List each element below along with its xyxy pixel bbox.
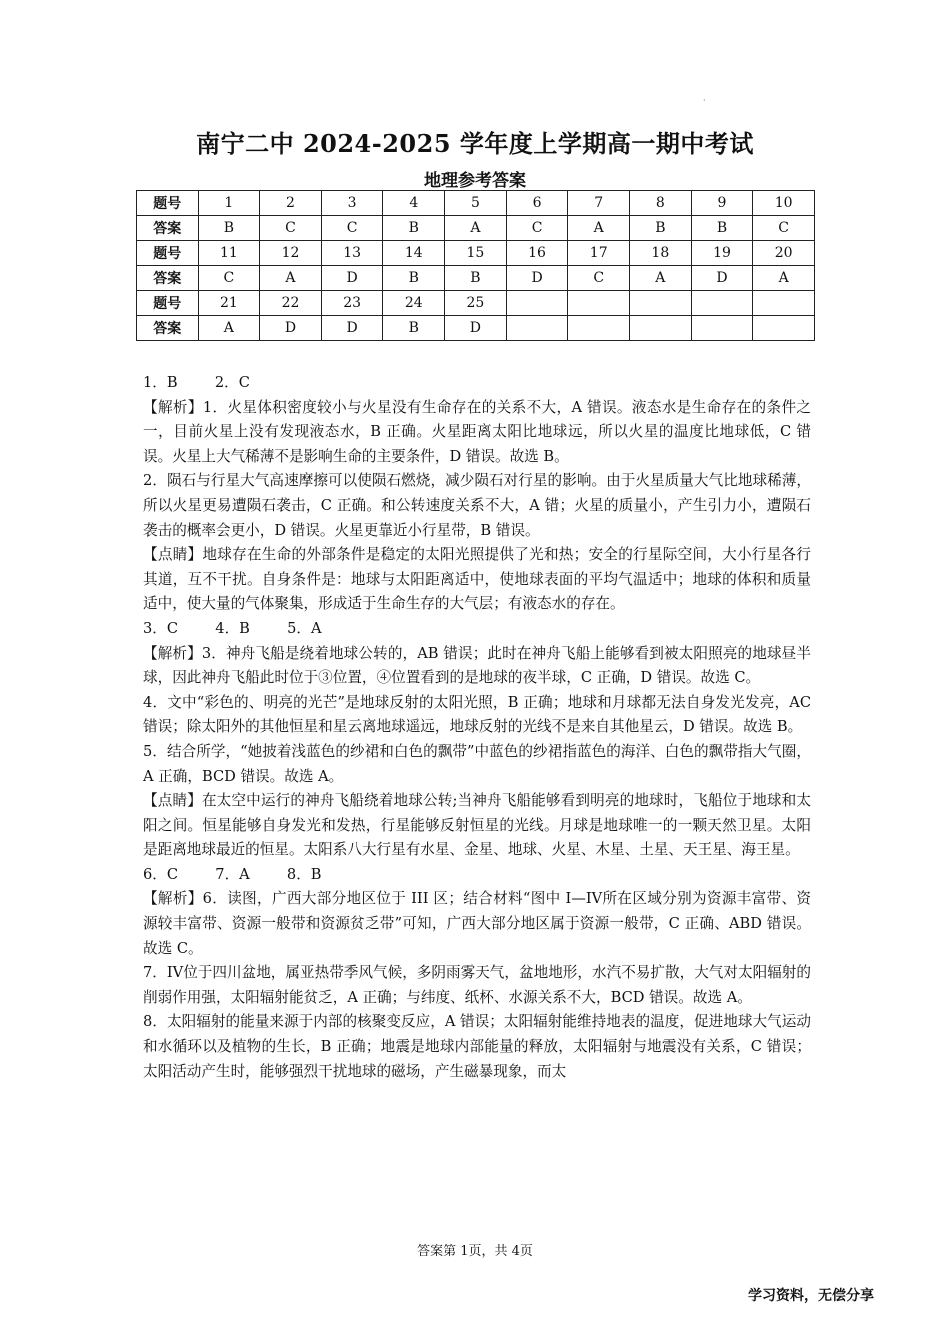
answer-cell: A	[630, 266, 692, 291]
answer-cell: D	[260, 316, 322, 341]
answer-cell: B	[445, 266, 507, 291]
answer-cell: C	[198, 266, 260, 291]
answer-cell: A	[445, 216, 507, 241]
answer-cell: B	[383, 216, 445, 241]
number-cell: 25	[445, 291, 507, 316]
answer-label-cell: 答案	[137, 266, 199, 291]
answer-cell: A	[260, 266, 322, 291]
answer-cell	[753, 316, 815, 341]
number-cell: 24	[383, 291, 445, 316]
number-cell: 22	[260, 291, 322, 316]
analysis-paragraph: 【解析】1．火星体积密度较小与火星没有生命存在的关系不大，A 错误。液态水是生命存在的条件之一，目前火星上没有发现液态水，B 正确。火星距离太阳比地球远，所以火星的温度比地球低，C 错误。火星上大气稀薄不是影响生命的主要条件，D 错误。故选 B。	[143, 398, 811, 465]
page-subtitle: 地理参考答案	[424, 171, 526, 191]
answer-cell: C	[321, 216, 383, 241]
number-cell	[506, 291, 568, 316]
number-cell: 20	[753, 241, 815, 266]
answer-cell: B	[691, 216, 753, 241]
number-cell: 3	[321, 191, 383, 216]
table-row	[137, 291, 815, 316]
analysis-paragraph: 【解析】3．神舟飞船是绕着地球公转的，AB 错误；此时在神舟飞船上能够看到被太阳照亮的地球昼半球，因此神舟飞船此时位于③位置，④位置看到的是地球的夜半球，C 正确，D 错误。故选 C。	[143, 644, 811, 687]
number-cell: 7	[568, 191, 630, 216]
number-cell	[630, 291, 692, 316]
page-footer: 答案第 1页，共 4页	[417, 1244, 533, 1259]
number-cell: 2	[260, 191, 322, 216]
number-label-cell: 题号	[137, 291, 199, 316]
answer-cell: B	[198, 216, 260, 241]
tip-paragraph: 【点睛】地球存在生命的外部条件是稳定的太阳光照提供了光和热；安全的行星际空间，大小行星各行其道，互不干扰。自身条件是：地球与太阳距离适中，使地球表面的平均气温适中；地球的体积和质量适中，使大量的气体聚集，形成适于生命生存的大气层；有液态水的存在。	[143, 546, 811, 613]
answer-cell: D	[445, 316, 507, 341]
analysis-paragraph: 5．结合所学，“她披着浅蓝色的纱裙和白色的飘带”中蓝色的纱裙指蓝色的海洋、白色的飘带指大气圈，A 正确，BCD 错误。故选 A。	[143, 742, 811, 785]
number-cell: 19	[691, 241, 753, 266]
analysis-paragraph: 2．陨石与行星大气高速摩擦可以使陨石燃烧，减少陨石对行星的影响。由于火星质量大气比地球稀薄，所以火星更易遭陨石袭击，C 正确。和公转速度关系不大，A 错；火星的质量小，产生引力小，遭陨石袭击的概率会更小，D 错误。火星更靠近小行星带，B 错误。	[143, 472, 811, 539]
answer-cell: B	[630, 216, 692, 241]
answer-label-cell: 答案	[137, 316, 199, 341]
answer-line: 6．C 7．A 8．B	[143, 865, 322, 883]
explanation-content	[143, 371, 811, 1084]
answer-cell	[506, 316, 568, 341]
number-label-cell: 题号	[137, 241, 199, 266]
answer-cell: C	[260, 216, 322, 241]
page-title: 南宁二中 2024-2025 学年度上学期高一期中考试	[196, 129, 754, 158]
number-cell	[568, 291, 630, 316]
analysis-paragraph: 4．文中“彩色的、明亮的光芒”是地球反射的太阳光照，B 正确；地球和月球都无法自身发光发亮，AC 错误；除太阳外的其他恒星和星云离地球遥远，地球反射的光线不是来自其他星云，D 错误。故选 B。	[143, 693, 811, 736]
answer-cell	[568, 316, 630, 341]
analysis-paragraph: 【解析】6．读图，广西大部分地区位于 III 区；结合材料“图中 I—IV所在区域分别为资源丰富带、资源较丰富带、资源一般带和资源贫乏带”可知，广西大部分地区属于资源一般带，C 正确、ABD 错误。故选 C。	[143, 890, 811, 957]
answer-cell: D	[691, 266, 753, 291]
answer-cell	[691, 316, 753, 341]
tip-paragraph: 【点睛】在太空中运行的神舟飞船绕着地球公转;当神舟飞船能够看到明亮的地球时，飞船位于地球和太阳之间。恒星能够自身发光和发热，行星能够反射恒星的光线。月球是地球唯一的一颗天然卫星。太阳是距离地球最近的恒星。太阳系八大行星有水星、金星、地球、火星、木星、土星、天王星、海王星。	[143, 792, 811, 859]
share-note: 学习资料，无偿分享	[748, 1288, 874, 1304]
answer-cell: B	[383, 266, 445, 291]
table-row	[137, 316, 815, 341]
number-cell: 14	[383, 241, 445, 266]
answer-cell: D	[506, 266, 568, 291]
answer-line: 1．B 2．C	[143, 374, 250, 391]
number-cell	[753, 291, 815, 316]
table-row	[137, 216, 815, 241]
analysis-paragraph: 8．太阳辐射的能量来源于内部的核聚变反应，A 错误；太阳辐射能维持地表的温度，促进地球大气运动和水循环以及植物的生长，B 正确；地震是地球内部能量的释放，太阳辐射与地震没有关系，C 错误；太阳活动产生时，能够强烈干扰地球的磁场，产生磁暴现象，而太	[143, 1013, 811, 1080]
number-cell: 11	[198, 241, 260, 266]
answer-cell: C	[506, 216, 568, 241]
answer-cell: A	[753, 266, 815, 291]
answer-cell: D	[321, 266, 383, 291]
number-cell: 21	[198, 291, 260, 316]
number-cell: 15	[445, 241, 507, 266]
answer-cell: C	[568, 266, 630, 291]
answer-line: 3．C 4．B 5．A	[143, 619, 322, 637]
number-cell: 18	[630, 241, 692, 266]
number-cell: 13	[321, 241, 383, 266]
number-cell: 1	[198, 191, 260, 216]
table-row	[137, 241, 815, 266]
answer-label-cell: 答案	[137, 216, 199, 241]
number-label-cell: 题号	[137, 191, 199, 216]
answer-cell: D	[321, 316, 383, 341]
answer-cell: B	[383, 316, 445, 341]
analysis-paragraph: 7．IV位于四川盆地，属亚热带季风气候，多阴雨雾天气，盆地地形，水汽不易扩散，大气对太阳辐射的削弱作用强，太阳辐射能贫乏，A 正确；与纬度、纸杯、水源关系不大，BCD 错误。故选 A。	[143, 964, 811, 1006]
number-cell: 12	[260, 241, 322, 266]
answer-table	[136, 190, 815, 341]
answer-cell: A	[568, 216, 630, 241]
answer-cell: C	[753, 216, 815, 241]
number-cell: 6	[506, 191, 568, 216]
table-row	[137, 191, 815, 216]
number-cell: 17	[568, 241, 630, 266]
number-cell: 9	[691, 191, 753, 216]
number-cell: 5	[445, 191, 507, 216]
table-row	[137, 266, 815, 291]
number-cell: 16	[506, 241, 568, 266]
answer-cell	[630, 316, 692, 341]
number-cell: 8	[630, 191, 692, 216]
stray-dot: ·	[703, 96, 706, 105]
number-cell	[691, 291, 753, 316]
number-cell: 10	[753, 191, 815, 216]
number-cell: 23	[321, 291, 383, 316]
number-cell: 4	[383, 191, 445, 216]
answer-cell: A	[198, 316, 260, 341]
